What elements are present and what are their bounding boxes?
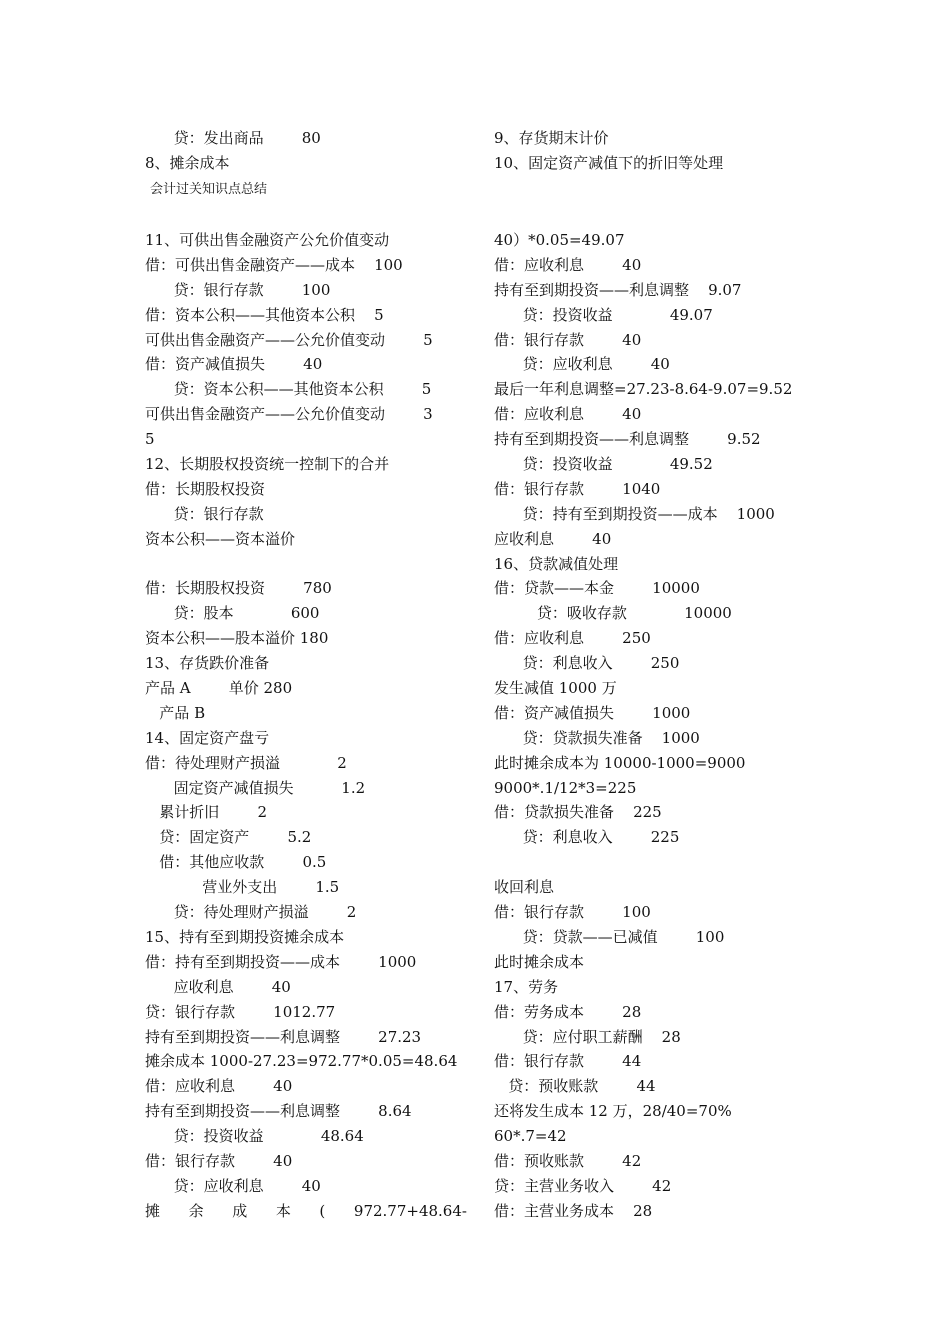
text-line: 14、固定资产盘亏 bbox=[145, 728, 270, 747]
text-line: 贷：应收利息 40 bbox=[494, 355, 670, 374]
text-line: 借：应收利息 40 bbox=[145, 1077, 293, 1096]
text-line: 借：资本公积——其他资本公积 5 bbox=[145, 305, 384, 324]
text-line: 借：贷款损失准备 225 bbox=[494, 803, 662, 822]
text-line: 贷：预收账款 44 bbox=[494, 1077, 656, 1096]
text-line: 产品 A 单价 280 bbox=[145, 679, 293, 698]
text-line: 摊 余 成 本 ( 972.77+48.64- bbox=[145, 1201, 467, 1220]
text-line: 累计折旧 2 bbox=[145, 803, 267, 822]
text-line: 借：劳务成本 28 bbox=[494, 1002, 642, 1021]
text-line: 贷：股本 600 bbox=[145, 604, 320, 623]
text-line: 产品 B bbox=[145, 703, 206, 722]
text-line: 借：应收利息 250 bbox=[494, 629, 651, 648]
top-right-line-2: 10、固定资产减值下的折旧等处理 bbox=[494, 154, 724, 172]
text-line: 借：长期股权投资 bbox=[145, 479, 266, 498]
text-line: 借：贷款——本金 10000 bbox=[494, 579, 700, 598]
text-line: 最后一年利息调整=27.23-8.64-9.07=9.52 bbox=[494, 380, 793, 399]
document-heading: 会计过关知识点总结 bbox=[150, 182, 268, 197]
text-line: 还将发生成本 12 万，28/40=70% bbox=[494, 1102, 732, 1121]
text-line: 借：其他应收款 0.5 bbox=[145, 853, 327, 872]
text-line: 应收利息 40 bbox=[145, 977, 291, 996]
text-line: 借：银行存款 100 bbox=[494, 903, 651, 922]
text-line: 借：主营业务成本 28 bbox=[494, 1201, 653, 1220]
text-line: 资本公积——资本溢价 bbox=[145, 529, 296, 548]
text-line: 借：可供出售金融资产——成本 100 bbox=[145, 255, 403, 274]
text-line: 贷：银行存款 100 bbox=[145, 280, 331, 299]
text-line: 此时摊余成本为 10000-1000=9000 bbox=[494, 753, 746, 772]
text-line: 固定资产减值损失 1.2 bbox=[145, 778, 366, 797]
text-line: 借：银行存款 44 bbox=[494, 1052, 642, 1071]
text-line: 收回利息 bbox=[494, 878, 555, 897]
text-line: 贷：银行存款 1012.77 bbox=[145, 1002, 336, 1021]
text-line: 贷：待处理财产损溢 2 bbox=[145, 903, 357, 922]
text-line: 40）*0.05=49.07 bbox=[494, 231, 625, 249]
text-line: 借：应收利息 40 bbox=[494, 255, 642, 274]
text-line: 借：银行存款 40 bbox=[494, 330, 642, 349]
text-line: 60*.7=42 bbox=[494, 1127, 567, 1146]
text-line: 贷：吸收存款 10000 bbox=[494, 604, 732, 623]
text-line: 贷：投资收益 49.52 bbox=[494, 455, 713, 474]
text-line: 16、贷款减值处理 bbox=[494, 554, 619, 573]
text-line: 贷：贷款损失准备 1000 bbox=[494, 728, 700, 747]
text-line: 13、存货跌价准备 bbox=[145, 654, 270, 673]
text-line: 持有至到期投资——利息调整 9.07 bbox=[494, 280, 742, 299]
text-line: 营业外支出 1.5 bbox=[145, 878, 340, 897]
text-line: 资本公积——股本溢价 180 bbox=[145, 629, 329, 648]
text-line: 17、劳务 bbox=[494, 977, 559, 996]
text-line: 借：资产减值损失 40 bbox=[145, 355, 323, 374]
top-left-line-1: 贷：发出商品 80 bbox=[145, 129, 321, 147]
text-line: 摊余成本 1000-27.23=972.77*0.05=48.64 bbox=[145, 1052, 458, 1071]
text-line: 贷：应收利息 40 bbox=[145, 1176, 321, 1195]
text-line bbox=[145, 552, 475, 577]
text-line: 借：待处理财产损溢 2 bbox=[145, 753, 347, 772]
top-right-line-1: 9、存货期末计价 bbox=[494, 129, 609, 147]
text-line: 借：银行存款 1040 bbox=[494, 479, 661, 498]
text-line: 此时摊余成本 bbox=[494, 952, 585, 971]
text-line: 持有至到期投资——利息调整 8.64 bbox=[145, 1102, 412, 1121]
text-line: 贷：利息收入 225 bbox=[494, 828, 680, 847]
text-line: 11、可供出售金融资产公允价值变动 bbox=[145, 231, 390, 249]
text-line: 5 bbox=[145, 430, 155, 449]
text-line: 贷：贷款——已减值 100 bbox=[494, 927, 725, 946]
text-line: 借：应收利息 40 bbox=[494, 405, 642, 424]
text-line: 借：资产减值损失 1000 bbox=[494, 703, 691, 722]
left-column bbox=[145, 228, 475, 1224]
right-column bbox=[494, 228, 824, 1224]
text-line: 9000*.1/12*3=225 bbox=[494, 778, 637, 797]
text-line: 贷：应付职工薪酬 28 bbox=[494, 1027, 681, 1046]
text-line: 12、长期股权投资统一控制下的合并 bbox=[145, 455, 390, 474]
text-line: 贷：银行存款 bbox=[145, 504, 264, 523]
text-line: 可供出售金融资产——公允价值变动 3 bbox=[145, 405, 433, 424]
text-line bbox=[494, 850, 824, 875]
text-line: 持有至到期投资——利息调整 9.52 bbox=[494, 430, 761, 449]
text-line: 贷：投资收益 48.64 bbox=[145, 1127, 364, 1146]
text-line: 贷：持有至到期投资——成本 1000 bbox=[494, 504, 775, 523]
text-line: 贷：资本公积——其他资本公积 5 bbox=[145, 380, 432, 399]
text-line: 贷：固定资产 5.2 bbox=[145, 828, 312, 847]
text-line: 借：持有至到期投资——成本 1000 bbox=[145, 952, 417, 971]
text-line: 贷：利息收入 250 bbox=[494, 654, 680, 673]
text-line: 可供出售金融资产——公允价值变动 5 bbox=[145, 330, 433, 349]
text-line: 借：银行存款 40 bbox=[145, 1151, 293, 1170]
top-left-line-2: 8、摊余成本 bbox=[145, 154, 230, 172]
text-line: 持有至到期投资——利息调整 27.23 bbox=[145, 1027, 422, 1046]
text-line: 贷：主营业务收入 42 bbox=[494, 1176, 672, 1195]
text-line: 15、持有至到期投资摊余成本 bbox=[145, 927, 345, 946]
text-line: 借：长期股权投资 780 bbox=[145, 579, 332, 598]
text-line: 应收利息 40 bbox=[494, 529, 612, 548]
text-line: 贷：投资收益 49.07 bbox=[494, 305, 713, 324]
text-line: 借：预收账款 42 bbox=[494, 1151, 642, 1170]
text-line: 发生减值 1000 万 bbox=[494, 679, 617, 698]
